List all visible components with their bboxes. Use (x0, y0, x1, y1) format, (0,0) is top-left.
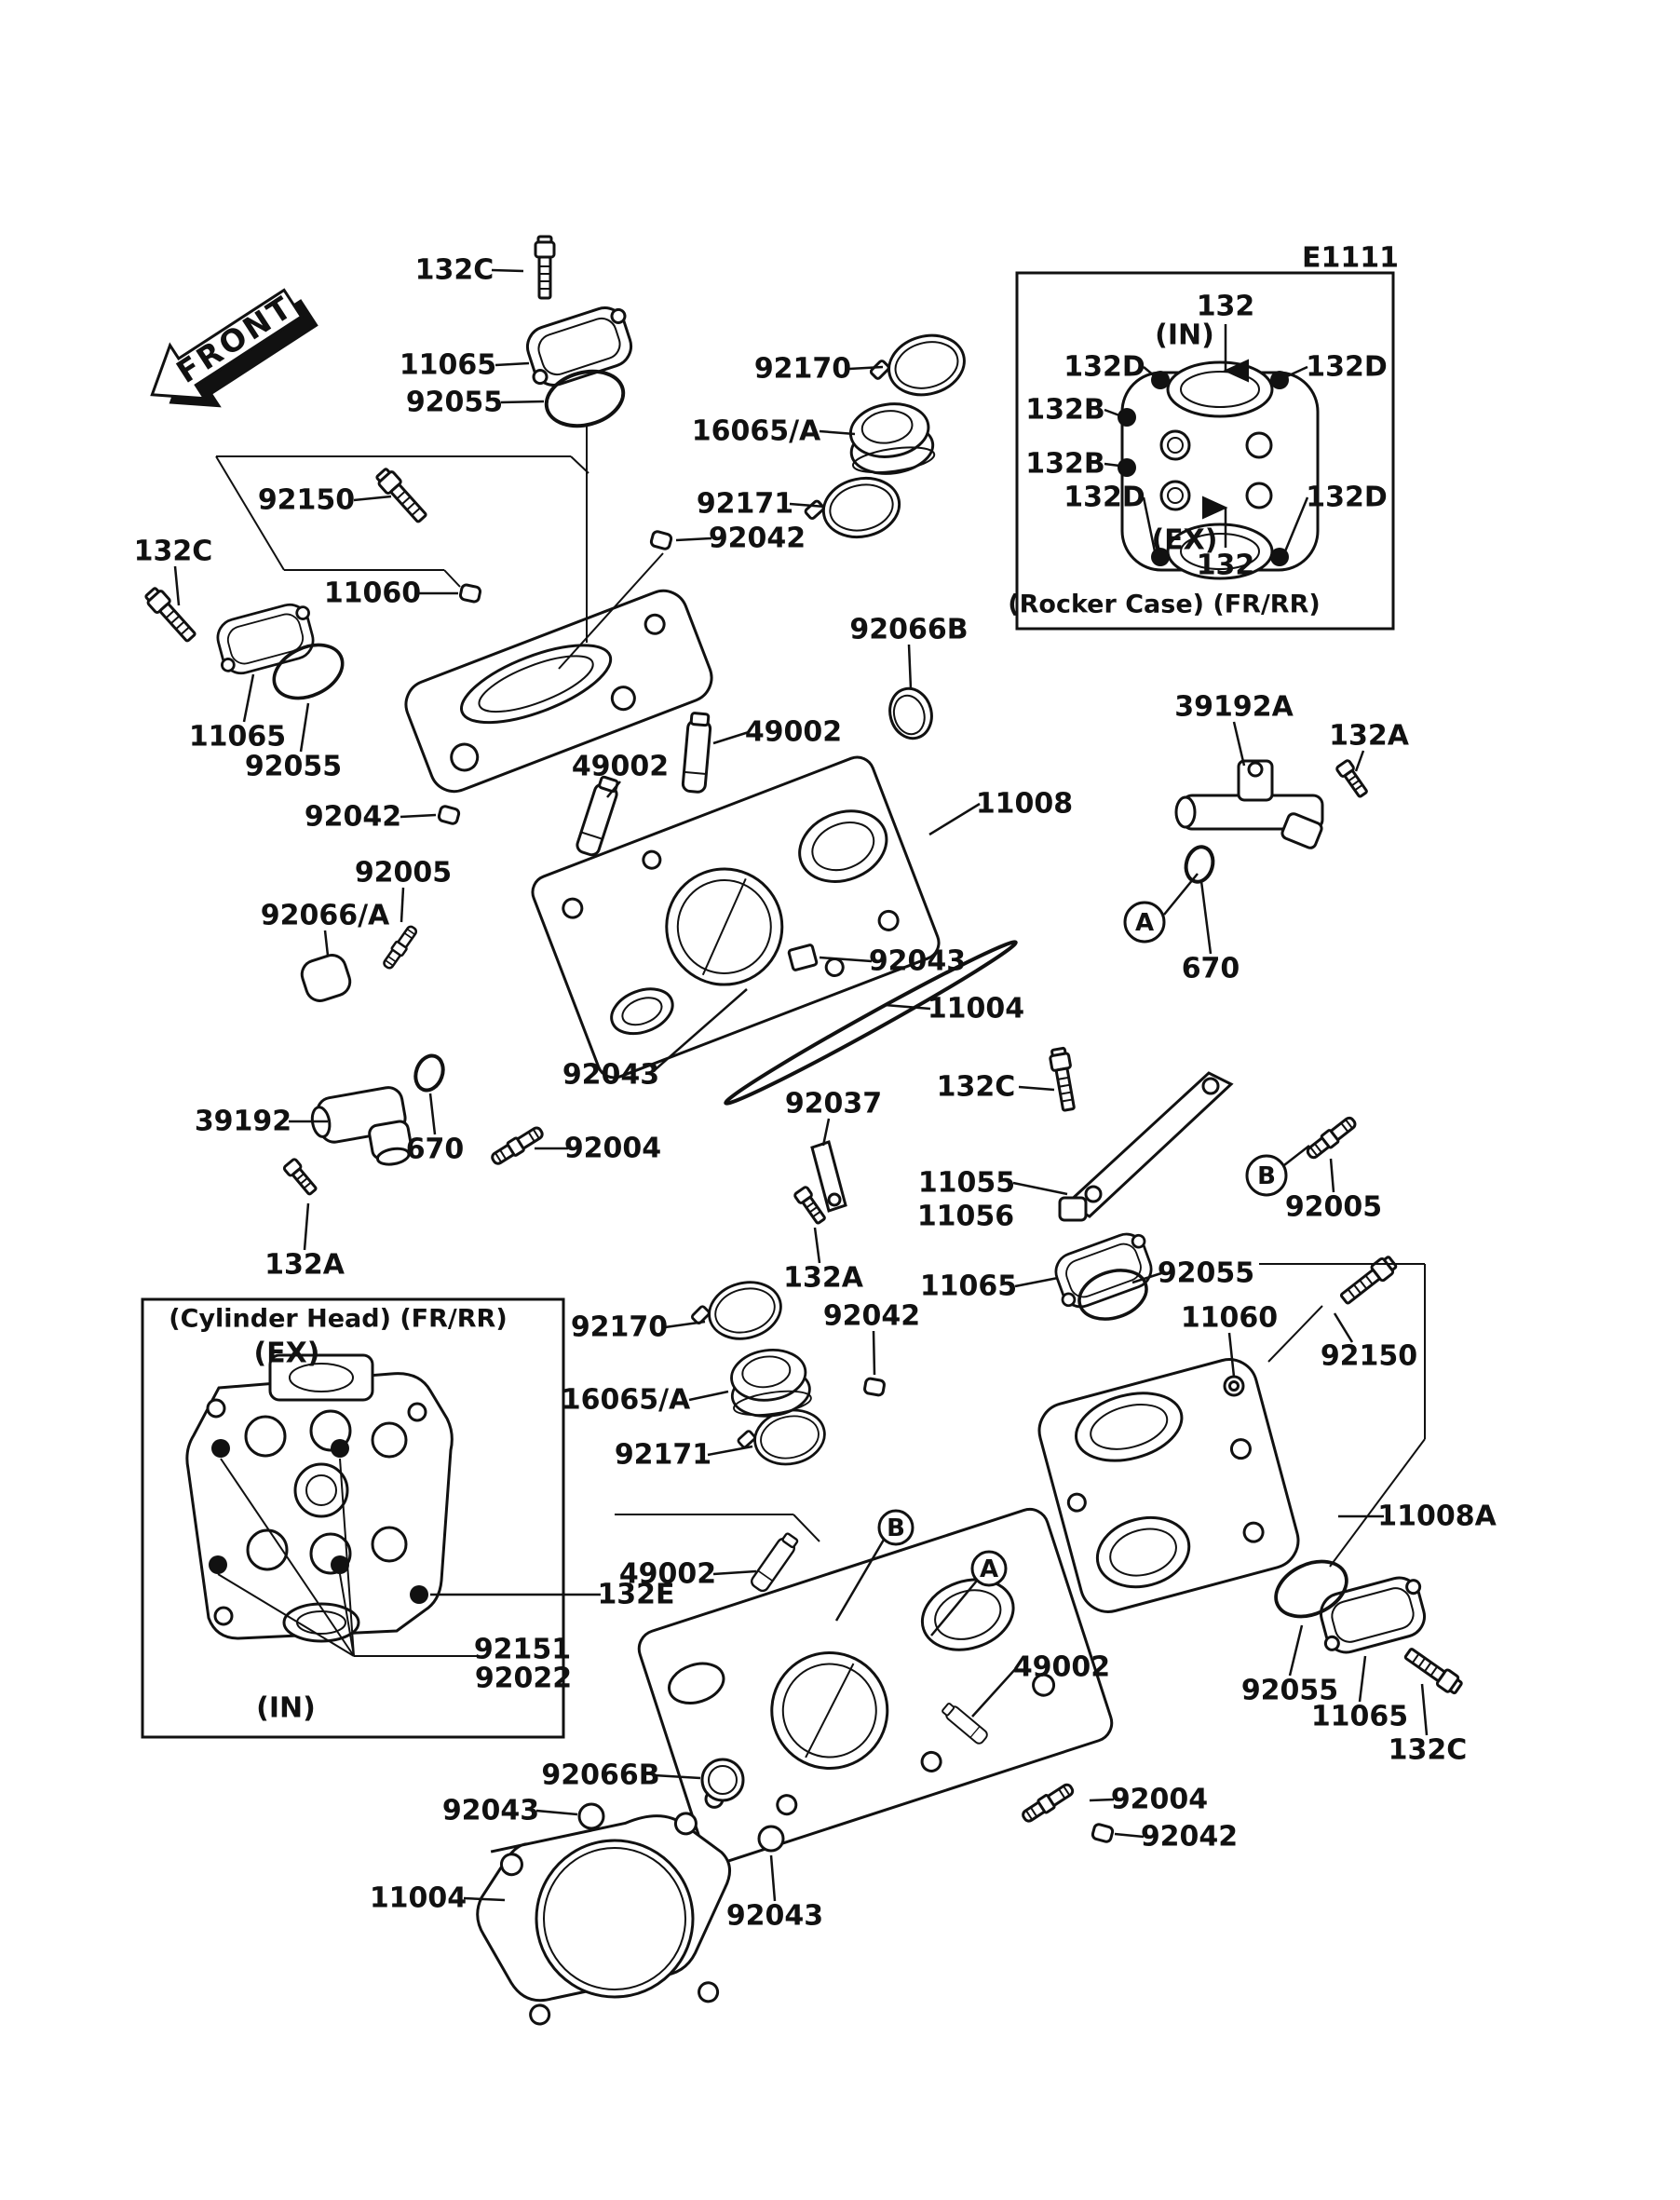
leader-line (771, 1855, 775, 1901)
leader-line (713, 1571, 756, 1574)
leader-line (536, 1811, 577, 1814)
part-label: (IN) (256, 1691, 316, 1725)
part-label: 132 (1196, 549, 1255, 582)
part-label: 16065/A (561, 1383, 691, 1417)
part-label: 49002 (1012, 1650, 1111, 1684)
leader-line (244, 674, 253, 722)
part-label: 11008 (975, 787, 1074, 821)
leader-line (1201, 881, 1211, 954)
part-label: 92170 (570, 1310, 669, 1344)
part-label: 92171 (614, 1438, 712, 1472)
part-label: E1111 (1302, 241, 1399, 275)
leader-line (1234, 722, 1244, 766)
leader-line (1015, 1278, 1058, 1286)
part-label: 11055 (917, 1166, 1016, 1200)
part-label: 132D (1064, 481, 1145, 514)
leader-line (305, 1203, 308, 1250)
part-label: 92055 (1157, 1256, 1255, 1290)
leader-line (301, 703, 308, 752)
leader-line (1284, 1146, 1309, 1165)
part-label: 132C (1388, 1733, 1468, 1767)
leader-line (354, 496, 391, 500)
callout-letter: B (887, 1514, 905, 1542)
leader-line (1422, 1684, 1427, 1735)
part-label: 49002 (571, 750, 670, 783)
part-label: 92042 (304, 800, 402, 834)
part-label: 92151 (473, 1633, 572, 1666)
part-label: 92066B (541, 1759, 660, 1792)
part-label: 92042 (1140, 1820, 1239, 1854)
leader-line (492, 270, 523, 271)
part-label: 670 (1181, 952, 1240, 985)
part-label: 92150 (1320, 1339, 1418, 1373)
part-label: (Rocker Case) (FR/RR) (1008, 590, 1321, 619)
part-label: 92042 (822, 1299, 921, 1333)
part-label: 11004 (369, 1881, 467, 1915)
leader-line (325, 930, 328, 956)
leader-line (929, 804, 980, 835)
part-label: 132E (597, 1578, 675, 1611)
part-label: 132 (1196, 290, 1255, 323)
part-label: 132A (1329, 719, 1409, 753)
part-label: 92066/A (260, 899, 390, 932)
part-label: 92043 (562, 1058, 660, 1092)
leader-line (708, 1446, 752, 1455)
part-label: 92043 (441, 1794, 540, 1827)
leader-line (1331, 1159, 1334, 1192)
leader-line (909, 645, 911, 689)
leader-line (501, 401, 544, 402)
callout-letter: A (979, 1555, 999, 1583)
leader-line (495, 363, 529, 365)
part-label: 132D (1306, 350, 1388, 384)
part-label: 132C (936, 1070, 1016, 1104)
part-label: (Cylinder Head) (FR/RR) (169, 1304, 508, 1334)
part-label: 11060 (323, 577, 422, 610)
fastener-dot (209, 1555, 227, 1574)
part-label: (IN) (1155, 319, 1214, 352)
part-label: 11065 (919, 1270, 1018, 1303)
part-label: 92055 (244, 750, 343, 783)
front-direction-marker (135, 272, 327, 436)
part-label: 11004 (927, 992, 1025, 1025)
part-label: 11060 (1180, 1301, 1279, 1335)
part-label: 39192 (194, 1105, 292, 1138)
part-label: 92042 (708, 522, 806, 555)
part-label: 92043 (868, 944, 967, 978)
leader-line (1104, 410, 1119, 415)
part-label: 11056 (916, 1200, 1015, 1233)
part-label: 11065 (188, 720, 287, 754)
fastener-dot (410, 1585, 428, 1604)
part-label: 92066B (849, 613, 969, 646)
leader-line (175, 566, 179, 605)
part-label: (EX) (1151, 523, 1218, 557)
part-label: 132D (1306, 481, 1388, 514)
part-label: 132A (783, 1261, 863, 1295)
leader-line (430, 1093, 435, 1134)
leader-line (400, 815, 436, 817)
leader-line (1115, 1834, 1144, 1837)
part-strap-92037 (812, 1142, 846, 1211)
fastener-dot (1118, 458, 1136, 477)
part-label: 92171 (696, 487, 794, 521)
part-label: 92055 (405, 386, 504, 419)
leader-line (1164, 874, 1198, 915)
part-label: 132C (414, 253, 495, 287)
fastener-dot (211, 1439, 230, 1458)
fastener-dot (331, 1439, 349, 1458)
leader-line (689, 1392, 728, 1400)
part-label: 11065 (1310, 1700, 1409, 1733)
leader-line (1104, 464, 1119, 466)
leader-line (1019, 1087, 1054, 1090)
leader-line (1287, 367, 1307, 376)
part-label: 132D (1064, 350, 1145, 384)
leader-line (815, 1228, 820, 1263)
part-label: (EX) (253, 1337, 320, 1370)
part-label: 92004 (1110, 1783, 1209, 1816)
part-label: 92005 (1284, 1190, 1383, 1224)
part-rocker-cover-front (399, 584, 718, 798)
leader-line (885, 1005, 930, 1009)
part-label: 92037 (784, 1087, 883, 1120)
part-label: 132B (1025, 447, 1105, 481)
leader-line (1290, 1625, 1302, 1676)
part-label: 132C (133, 535, 213, 568)
part-label: 92004 (563, 1132, 662, 1165)
leader-line (1335, 1313, 1352, 1342)
fastener-dot (1118, 408, 1136, 427)
part-label: 39192A (1174, 690, 1294, 724)
part-label: 49002 (744, 715, 843, 749)
leader-line (1013, 1183, 1067, 1194)
part-label: 92150 (257, 483, 356, 517)
leader-line (1360, 1656, 1365, 1702)
leader-line (401, 888, 403, 922)
part-bracket-11055 (1060, 1073, 1231, 1220)
part-water-pipe-39192a (1176, 761, 1323, 849)
fastener-dot (331, 1555, 349, 1574)
part-label: 92043 (725, 1899, 824, 1933)
part-label: 670 (405, 1133, 465, 1166)
part-label: 11008A (1377, 1500, 1497, 1533)
front-label: FRONT (169, 288, 301, 390)
part-label: 132B (1025, 393, 1105, 427)
part-label: 49002 (618, 1557, 717, 1591)
part-label: 16065/A (691, 414, 821, 448)
part-label: 92005 (354, 856, 453, 890)
part-label: 11065 (399, 348, 497, 382)
leader-line (676, 538, 711, 540)
part-label: 92022 (474, 1662, 573, 1695)
fastener-dot (1151, 371, 1170, 389)
part-label: 92055 (1240, 1674, 1339, 1707)
fastener-dot (1270, 371, 1289, 389)
leader-line (1356, 751, 1363, 771)
callout-letter: A (1134, 909, 1155, 937)
callout-letter: B (1257, 1162, 1276, 1190)
leader-line (713, 732, 749, 743)
part-intake-cover-11008a (1033, 1353, 1304, 1618)
part-label: 132A (264, 1248, 345, 1282)
part-label: 92170 (753, 352, 852, 386)
part-water-elbow-39192 (309, 1085, 414, 1176)
